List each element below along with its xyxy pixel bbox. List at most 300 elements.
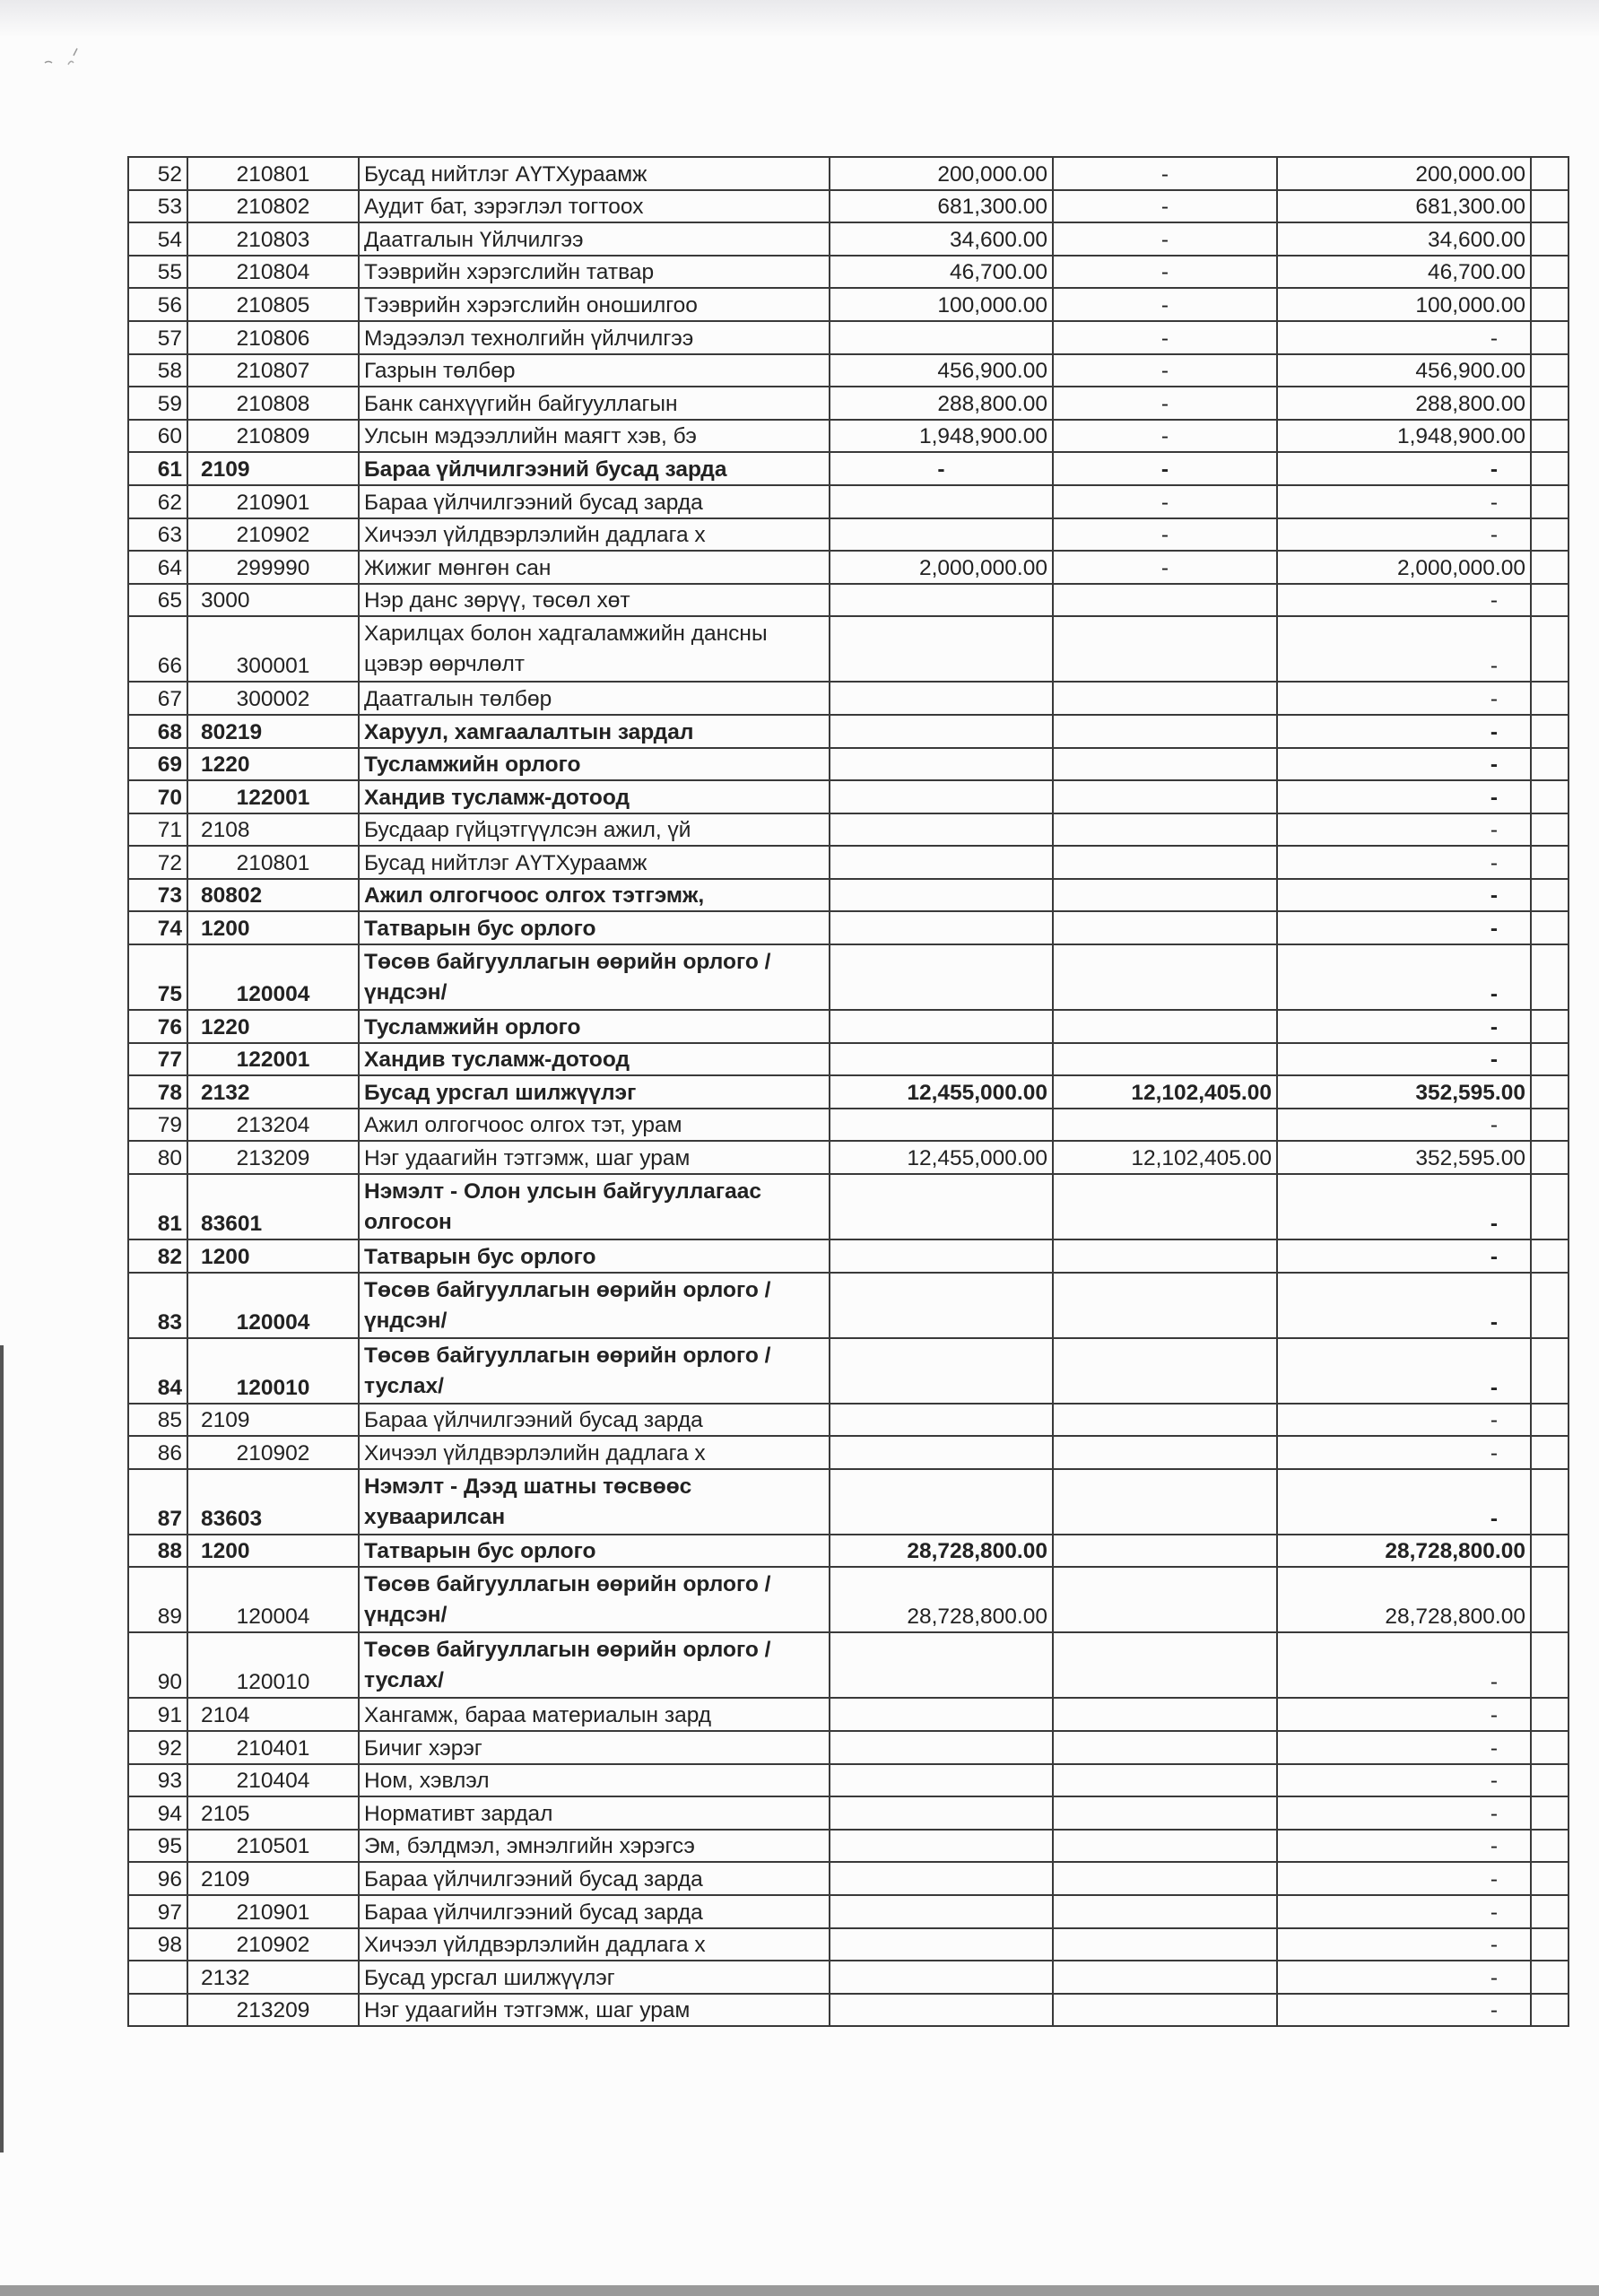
table-row [128,1109,1569,1142]
empty-cell [1531,1273,1569,1338]
account-code: 210801 [187,157,359,190]
amount-planned [830,1928,1053,1961]
table-row [128,1862,1569,1895]
account-code: 210809 [187,420,359,453]
amount-balance: - [1277,518,1531,552]
amount-planned [830,911,1053,944]
empty-cell [1531,288,1569,321]
table-row [128,1010,1569,1043]
amount-planned [830,1436,1053,1469]
account-name: Нэг удаагийн тэтгэмж, шаг урам [359,1994,830,2027]
amount-planned: 46,700.00 [830,256,1053,289]
empty-cell [1531,321,1569,354]
amount-spent [1053,616,1277,682]
empty-cell [1531,1239,1569,1273]
account-name: Бичиг хэрэг [359,1731,830,1764]
amount-balance: 288,800.00 [1277,387,1531,420]
table-row [128,1567,1569,1632]
amount-spent: 12,102,405.00 [1053,1141,1277,1174]
amount-balance: - [1277,1764,1531,1797]
account-name: Нэмэлт - Олон улсын байгууллагаас олгосон [359,1174,830,1239]
account-code: 210804 [187,256,359,289]
amount-spent: - [1053,321,1277,354]
amount-spent: - [1053,387,1277,420]
account-code: 2109 [187,452,359,485]
table-row [128,452,1569,485]
account-name: Нэг удаагийн тэтгэмж, шаг урам [359,1141,830,1174]
amount-balance: 2,000,000.00 [1277,551,1531,584]
amount-planned [830,1862,1053,1895]
table-row [128,387,1569,420]
row-number: 91 [128,1698,187,1731]
row-number: 70 [128,780,187,813]
amount-spent [1053,1796,1277,1830]
row-number: 77 [128,1043,187,1076]
table-row [128,715,1569,748]
account-code: 213209 [187,1994,359,2027]
amount-balance: - [1277,1469,1531,1535]
account-name: Даатгалын төлбөр [359,682,830,715]
amount-planned: 200,000.00 [830,157,1053,190]
account-code: 210807 [187,354,359,387]
amount-planned: 456,900.00 [830,354,1053,387]
table-row [128,1404,1569,1437]
amount-spent [1053,1469,1277,1535]
amount-planned: - [830,452,1053,485]
empty-cell [1531,1469,1569,1535]
empty-cell [1531,420,1569,453]
account-name: Газрын төлбөр [359,354,830,387]
empty-cell [1531,1830,1569,1863]
amount-planned [830,715,1053,748]
amount-spent: - [1053,222,1277,256]
amount-spent: - [1053,256,1277,289]
account-name: Төсөв байгууллагын өөрийн орлого /үндсэн/ [359,1567,830,1632]
amount-planned: 34,600.00 [830,222,1053,256]
row-number: 90 [128,1632,187,1698]
row-number: 72 [128,846,187,879]
empty-cell [1531,1862,1569,1895]
amount-balance: - [1277,944,1531,1010]
table-row [128,1961,1569,1994]
row-number: 75 [128,944,187,1010]
row-number: 59 [128,387,187,420]
amount-balance: - [1277,748,1531,781]
amount-planned [830,1273,1053,1338]
empty-cell [1531,584,1569,617]
empty-cell [1531,452,1569,485]
empty-cell [1531,387,1569,420]
amount-spent [1053,1273,1277,1338]
account-code: 210806 [187,321,359,354]
account-code: 1200 [187,911,359,944]
table-row [128,1043,1569,1076]
row-number: 57 [128,321,187,354]
amount-planned [830,1010,1053,1043]
amount-balance: - [1277,1830,1531,1863]
amount-balance: 1,948,900.00 [1277,420,1531,453]
account-code: 300002 [187,682,359,715]
table-row [128,1075,1569,1109]
account-code: 300001 [187,616,359,682]
amount-spent [1053,1698,1277,1731]
account-code: 210501 [187,1830,359,1863]
amount-spent [1053,748,1277,781]
amount-spent: - [1053,190,1277,223]
row-number: 60 [128,420,187,453]
amount-spent: - [1053,354,1277,387]
amount-balance: - [1277,1338,1531,1404]
row-number: 54 [128,222,187,256]
amount-balance: - [1277,1239,1531,1273]
empty-cell [1531,944,1569,1010]
account-name: Тусламжийн орлого [359,1010,830,1043]
amount-planned [830,1043,1053,1076]
account-name: Нэр данс зөрүү, төсөл хөт [359,584,830,617]
row-number: 62 [128,485,187,518]
table-row [128,1436,1569,1469]
account-name: Аудит бат, зэрэглэл тогтоох [359,190,830,223]
amount-spent [1053,780,1277,813]
table-row [128,190,1569,223]
row-number [128,1994,187,2027]
amount-balance: - [1277,682,1531,715]
account-name: Төсөв байгууллагын өөрийн орлого /үндсэн/ [359,944,830,1010]
row-number: 52 [128,157,187,190]
table-row [128,1141,1569,1174]
empty-cell [1531,715,1569,748]
account-name: Бусад урсгал шилжүүлэг [359,1961,830,1994]
amount-planned: 28,728,800.00 [830,1535,1053,1568]
table-row [128,1338,1569,1404]
amount-balance: 352,595.00 [1277,1141,1531,1174]
amount-spent: - [1053,518,1277,552]
row-number: 80 [128,1141,187,1174]
row-number: 86 [128,1436,187,1469]
amount-balance: - [1277,1632,1531,1698]
amount-spent [1053,1338,1277,1404]
table-row [128,682,1569,715]
empty-cell [1531,1109,1569,1142]
amount-planned: 12,455,000.00 [830,1075,1053,1109]
amount-balance: - [1277,1895,1531,1928]
account-code: 2132 [187,1961,359,1994]
empty-cell [1531,748,1569,781]
row-number: 94 [128,1796,187,1830]
amount-planned [830,1174,1053,1239]
budget-ledger-table [127,156,1569,2027]
table-row [128,485,1569,518]
account-code: 2104 [187,1698,359,1731]
amount-balance: 100,000.00 [1277,288,1531,321]
account-name: Банк санхүүгийн байгууллагын [359,387,830,420]
table-row [128,813,1569,847]
amount-balance: - [1277,846,1531,879]
table-row [128,1764,1569,1797]
account-code: 120010 [187,1632,359,1698]
row-number: 74 [128,911,187,944]
table-row [128,256,1569,289]
amount-planned [830,518,1053,552]
account-code: 210901 [187,485,359,518]
amount-planned [830,1830,1053,1863]
empty-cell [1531,911,1569,944]
account-code: 1200 [187,1535,359,1568]
account-code: 210803 [187,222,359,256]
account-name: Хангамж, бараа материалын зард [359,1698,830,1731]
table-row [128,157,1569,190]
account-code: 210404 [187,1764,359,1797]
amount-spent [1053,1436,1277,1469]
account-name: Бусад урсгал шилжүүлэг [359,1075,830,1109]
amount-spent: - [1053,485,1277,518]
table-row [128,1830,1569,1863]
row-number: 79 [128,1109,187,1142]
amount-planned [830,1109,1053,1142]
empty-cell [1531,1698,1569,1731]
account-code: 120004 [187,1567,359,1632]
amount-planned [830,813,1053,847]
amount-spent [1053,1895,1277,1928]
empty-cell [1531,1535,1569,1568]
account-name: Хандив тусламж-дотоод [359,1043,830,1076]
account-name: Бараа үйлчилгээний бусад зарда [359,1895,830,1928]
table-row [128,1239,1569,1273]
table-row [128,354,1569,387]
amount-spent [1053,1862,1277,1895]
amount-spent [1053,1830,1277,1863]
amount-balance: - [1277,1174,1531,1239]
account-name: Бусдаар гүйцэтгүүлсэн ажил, үй [359,813,830,847]
scan-edge-bottom [0,2285,1599,2296]
table-row [128,551,1569,584]
empty-cell [1531,780,1569,813]
account-name: Бараа үйлчилгээний бусад зарда [359,452,830,485]
amount-balance: - [1277,452,1531,485]
empty-cell [1531,1075,1569,1109]
account-code: 83601 [187,1174,359,1239]
amount-spent [1053,1239,1277,1273]
table-row [128,288,1569,321]
amount-balance: - [1277,1928,1531,1961]
table-row [128,1535,1569,1568]
account-name: Бусад нийтлэг АҮТХураамж [359,157,830,190]
amount-balance: - [1277,911,1531,944]
amount-balance: - [1277,780,1531,813]
account-name: Төсөв байгууллагын өөрийн орлого /туслах/ [359,1338,830,1404]
table-row [128,518,1569,552]
empty-cell [1531,1895,1569,1928]
amount-spent [1053,1567,1277,1632]
empty-cell [1531,1961,1569,1994]
account-code: 210902 [187,518,359,552]
table-row [128,1895,1569,1928]
account-code: 210901 [187,1895,359,1928]
empty-cell [1531,682,1569,715]
amount-planned [830,485,1053,518]
row-number: 61 [128,452,187,485]
amount-spent: - [1053,452,1277,485]
amount-spent: - [1053,420,1277,453]
account-name: Татварын бус орлого [359,911,830,944]
account-name: Төсөв байгууллагын өөрийн орлого /үндсэн/ [359,1273,830,1338]
empty-cell [1531,551,1569,584]
amount-spent: - [1053,288,1277,321]
row-number: 68 [128,715,187,748]
amount-balance: 34,600.00 [1277,222,1531,256]
amount-balance: - [1277,1010,1531,1043]
empty-cell [1531,813,1569,847]
amount-spent [1053,1994,1277,2027]
account-code: 213209 [187,1141,359,1174]
amount-spent [1053,715,1277,748]
account-name: Бараа үйлчилгээний бусад зарда [359,1404,830,1437]
account-name: Тусламжийн орлого [359,748,830,781]
amount-planned [830,1895,1053,1928]
row-number: 67 [128,682,187,715]
amount-spent [1053,846,1277,879]
amount-planned [830,584,1053,617]
account-code: 210902 [187,1928,359,1961]
amount-planned: 1,948,900.00 [830,420,1053,453]
amount-balance: 681,300.00 [1277,190,1531,223]
empty-cell [1531,1010,1569,1043]
account-code: 2109 [187,1862,359,1895]
row-number: 87 [128,1469,187,1535]
account-name: Хичээл үйлдвэрлэлийн дадлага х [359,1436,830,1469]
table-row [128,1698,1569,1731]
amount-balance: - [1277,1698,1531,1731]
account-name: Тээврийн хэрэгслийн оношилгоо [359,288,830,321]
amount-balance: - [1277,879,1531,912]
account-name: Бусад нийтлэг АҮТХураамж [359,846,830,879]
account-name: Ажил олгогчоос олгох тэт, урам [359,1109,830,1142]
account-code: 210808 [187,387,359,420]
row-number: 88 [128,1535,187,1568]
empty-cell [1531,1632,1569,1698]
account-code: 210401 [187,1731,359,1764]
account-name: Хандив тусламж-дотоод [359,780,830,813]
amount-planned [830,879,1053,912]
empty-cell [1531,190,1569,223]
account-code: 120004 [187,1273,359,1338]
amount-planned [830,1469,1053,1535]
row-number: 71 [128,813,187,847]
account-code: 120010 [187,1338,359,1404]
row-number: 58 [128,354,187,387]
row-number: 56 [128,288,187,321]
account-code: 1220 [187,748,359,781]
account-name: Даатгалын Үйлчилгээ [359,222,830,256]
amount-spent [1053,944,1277,1010]
empty-cell [1531,616,1569,682]
row-number: 65 [128,584,187,617]
row-number: 66 [128,616,187,682]
table-row [128,748,1569,781]
row-number: 97 [128,1895,187,1928]
empty-cell [1531,879,1569,912]
amount-balance: - [1277,1961,1531,1994]
table-row [128,846,1569,879]
amount-balance: - [1277,1436,1531,1469]
account-code: 2108 [187,813,359,847]
table-row [128,1928,1569,1961]
amount-spent [1053,584,1277,617]
account-code: 2105 [187,1796,359,1830]
amount-planned: 288,800.00 [830,387,1053,420]
amount-planned [830,780,1053,813]
row-number: 95 [128,1830,187,1863]
account-name: Нэмэлт - Дээд шатны төсвөөс хуваарилсан [359,1469,830,1535]
amount-planned [830,1961,1053,1994]
row-number: 93 [128,1764,187,1797]
row-number: 55 [128,256,187,289]
amount-spent [1053,1174,1277,1239]
empty-cell [1531,1994,1569,2027]
account-name: Эм, бэлдмэл, эмнэлгийн хэрэгсэ [359,1830,830,1863]
row-number [128,1961,187,1994]
empty-cell [1531,1043,1569,1076]
table-row [128,1994,1569,2027]
row-number: 69 [128,748,187,781]
empty-cell [1531,846,1569,879]
row-number: 78 [128,1075,187,1109]
account-code: 80802 [187,879,359,912]
account-code: 3000 [187,584,359,617]
amount-planned [830,1731,1053,1764]
table-row [128,1632,1569,1698]
row-number: 85 [128,1404,187,1437]
amount-balance: - [1277,1862,1531,1895]
table-row [128,222,1569,256]
account-name: Ном, хэвлэл [359,1764,830,1797]
amount-balance: 352,595.00 [1277,1075,1531,1109]
table-row [128,321,1569,354]
table-row [128,1174,1569,1239]
amount-spent: - [1053,551,1277,584]
amount-balance: - [1277,321,1531,354]
amount-balance: - [1277,715,1531,748]
amount-planned [830,944,1053,1010]
empty-cell [1531,1796,1569,1830]
scan-speck-marks [43,45,124,72]
row-number: 73 [128,879,187,912]
account-name: Татварын бус орлого [359,1535,830,1568]
account-code: 122001 [187,1043,359,1076]
account-name: Харуул, хамгаалалтын зардал [359,715,830,748]
empty-cell [1531,1764,1569,1797]
table-row [128,911,1569,944]
table-row [128,420,1569,453]
row-number: 84 [128,1338,187,1404]
empty-cell [1531,1436,1569,1469]
account-code: 2132 [187,1075,359,1109]
table-row [128,1273,1569,1338]
scan-shadow-top [0,0,1599,36]
row-number: 92 [128,1731,187,1764]
amount-balance: 28,728,800.00 [1277,1535,1531,1568]
amount-balance: - [1277,813,1531,847]
account-code: 122001 [187,780,359,813]
account-code: 213204 [187,1109,359,1142]
amount-spent [1053,1404,1277,1437]
amount-planned [830,846,1053,879]
amount-planned [830,1239,1053,1273]
account-code: 80219 [187,715,359,748]
amount-spent [1053,879,1277,912]
amount-planned [830,1632,1053,1698]
amount-planned [830,748,1053,781]
